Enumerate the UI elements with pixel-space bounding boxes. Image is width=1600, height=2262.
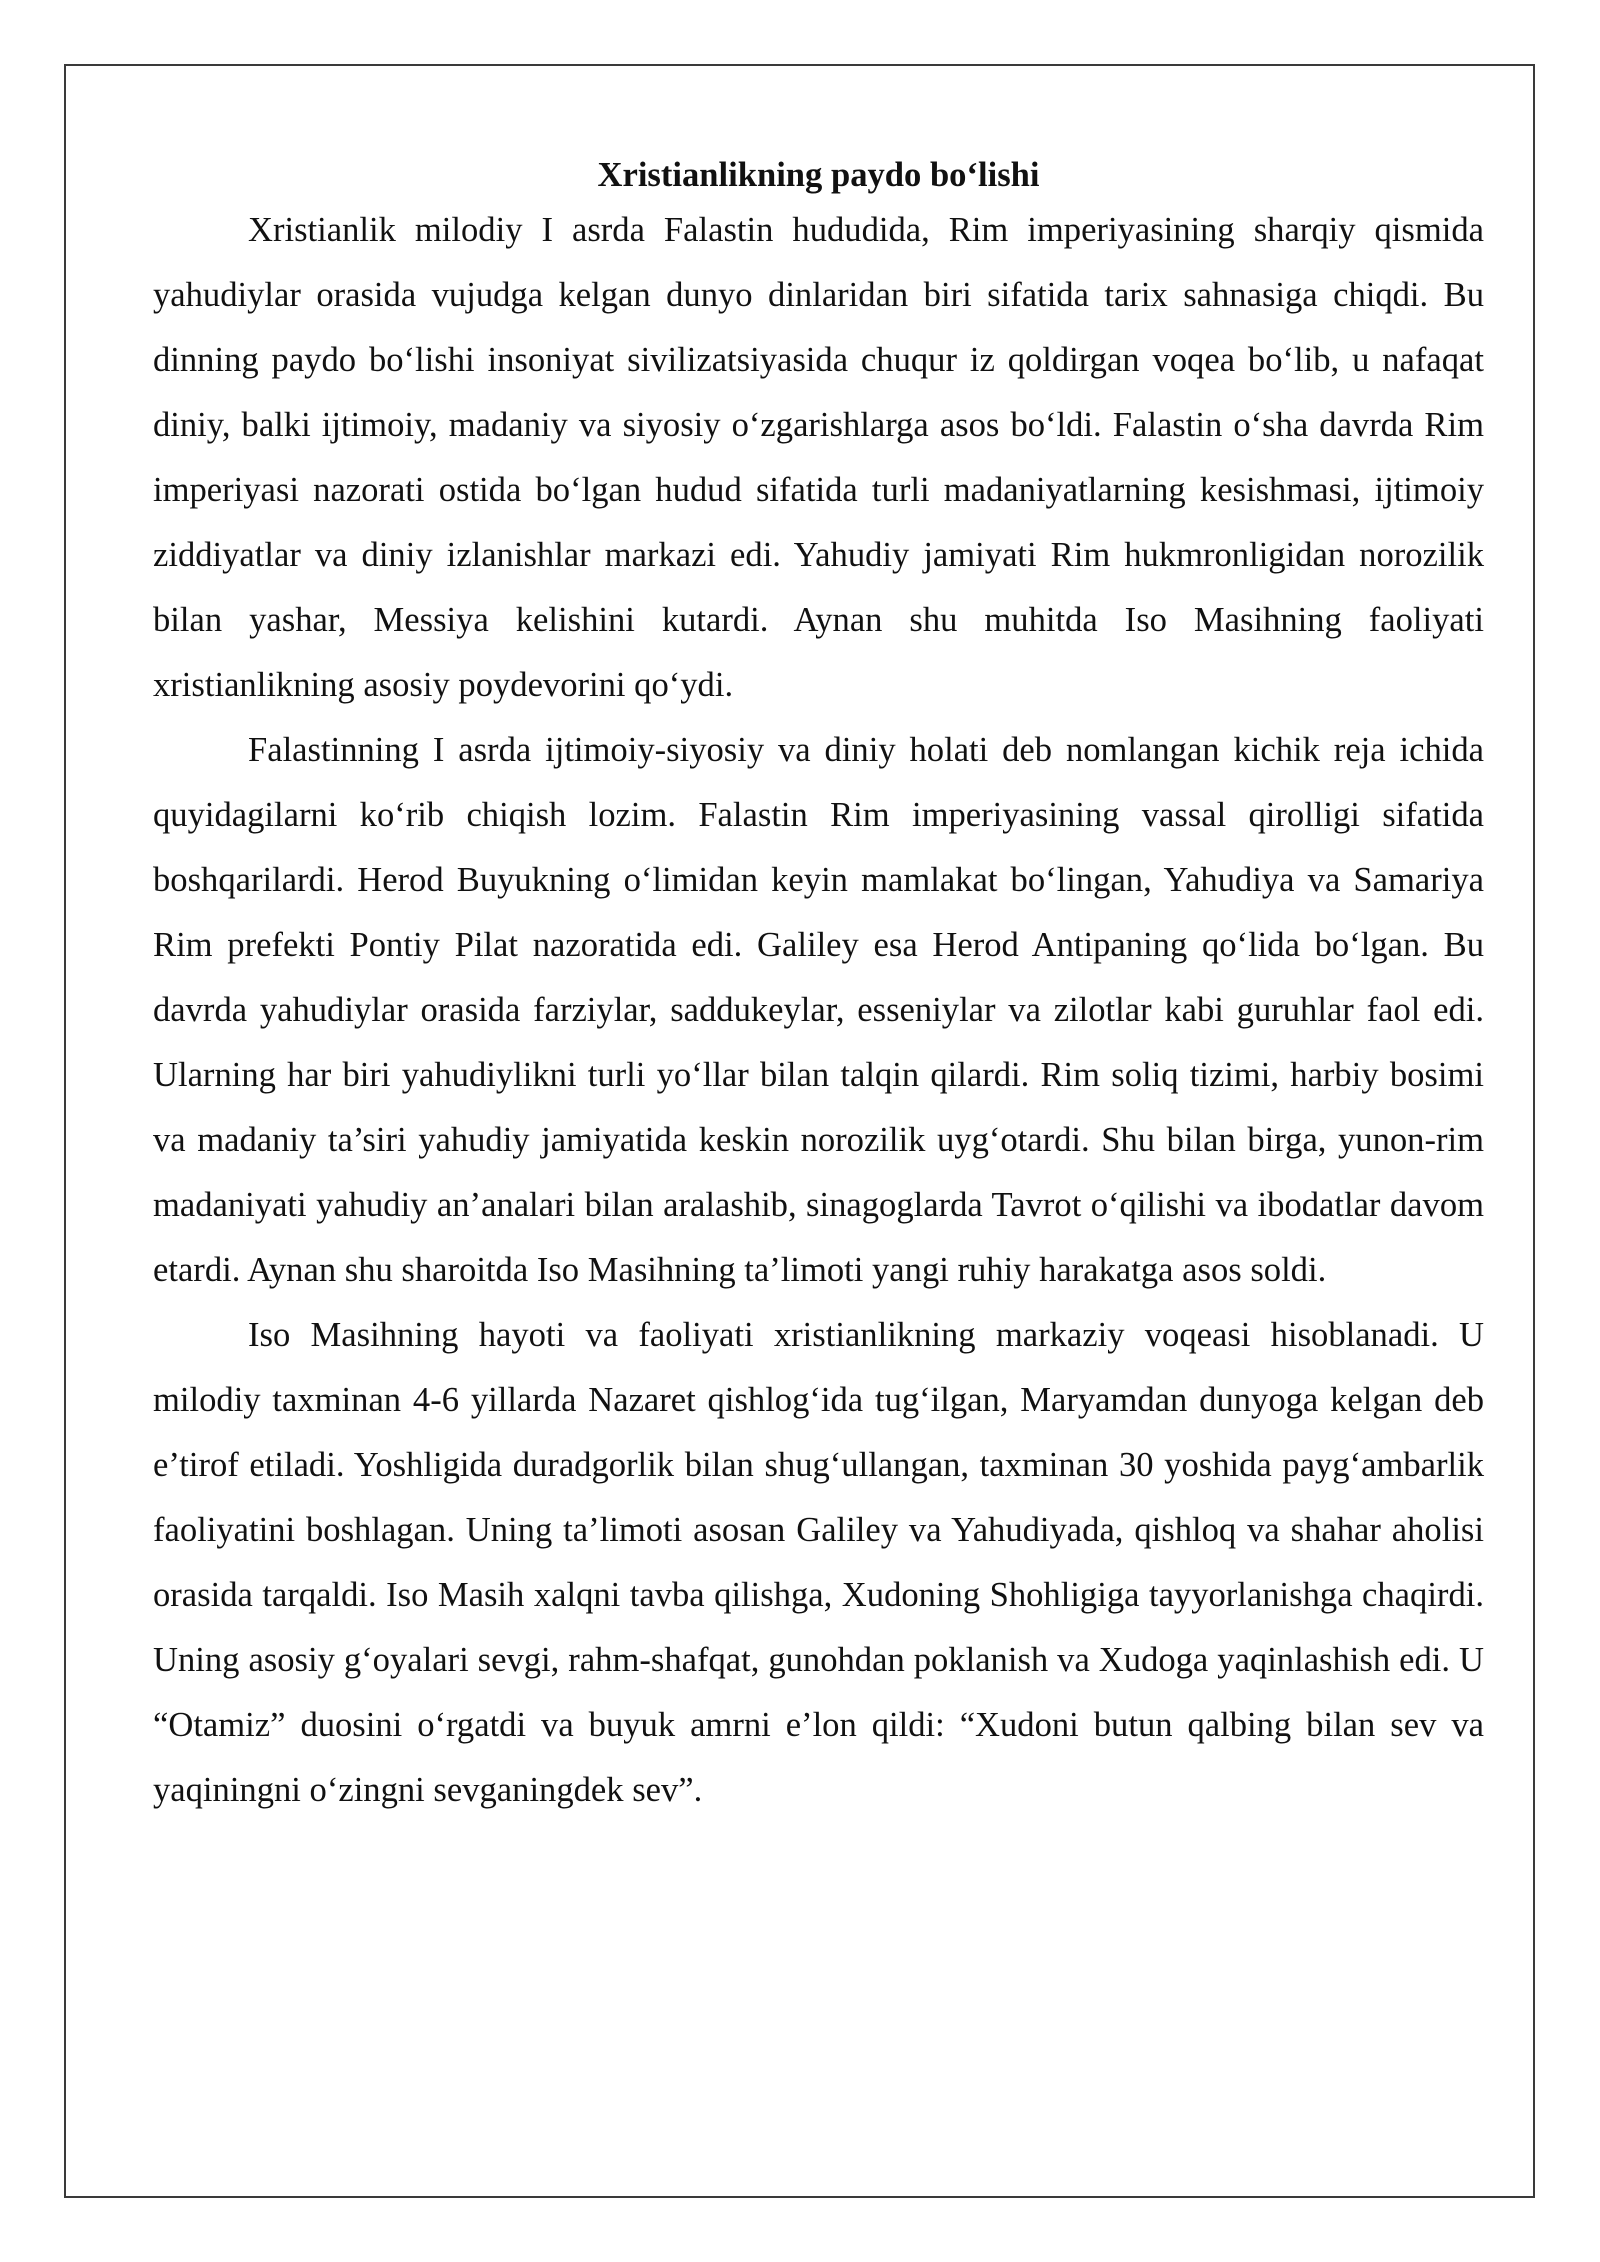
paragraph-2: Falastinning I asrda ijtimoiy-siyosiy va diniy holati deb nomlangan kichik reja ichida quyidagilarni ko‘rib chiqish lozim. Falastin Rim imperiyasining vassal qirolligi sifatida boshqarilardi. Herod Buyukning o‘limidan keyin mamlakat bo‘lingan, Yahudiya va Samariya Rim prefekti Pontiy Pilat nazoratida edi. Galiley esa Herod Antipaning qo‘lida bo‘lgan. Bu davrda yahudiylar orasida farziylar, saddukeylar, esseniylar va zilotlar kabi guruhlar faol edi. Ularning har biri yahudiylikni turli yo‘llar bilan talqin qilardi. Rim soliq tizimi, harbiy bosimi va madaniy ta’siri yahudiy jamiyatida keskin norozilik uyg‘otardi. Shu bilan birga, yunon-rim madaniyati yahudiy an’analari bilan aralashib, sinagoglarda Tavrot o‘qilishi va ibodatlar davom etardi. Aynan shu sharoitda Iso Masihning ta’limoti yangi ruhiy harakatga asos soldi. — [153, 731, 1484, 1289]
paragraph-1: Xristianlik milodiy I asrda Falastin hududida, Rim imperiyasining sharqiy qismida yahudiylar orasida vujudga kelgan dunyo dinlaridan biri sifatida tarix sahnasiga chiqdi. Bu dinning paydo bo‘lishi insoniyat sivilizatsiyasida chuqur iz qoldirgan voqea bo‘lib, u nafaqat diniy, balki ijtimoiy, madaniy va siyosiy o‘zgarishlarga asos bo‘ldi. Falastin o‘sha davrda Rim imperiyasi nazorati ostida bo‘lgan hudud sifatida turli madaniyatlarning kesishmasi, ijtimoiy ziddiyatlar va diniy izlanishlar markazi edi. Yahudiy jamiyati Rim hukmronligidan norozilik bilan yashar, Messiya kelishini kutardi. Aynan shu muhitda Iso Masihning faoliyati xristianlikning asosiy poydevorini qo‘ydi. — [153, 211, 1484, 704]
document-title: Xristianlikning paydo bo‘lishi — [597, 156, 1040, 194]
paragraph-3: Iso Masihning hayoti va faoliyati xristianlikning markaziy voqeasi hisoblanadi. U milodiy taxminan 4-6 yillarda Nazaret qishlog‘ida tug‘ilgan, Maryamdan dunyoga kelgan deb e’tirof etiladi. Yoshligida duradgorlik bilan shug‘ullangan, taxminan 30 yoshida payg‘ambarlik faoliyatini boshlagan. Uning ta’limoti asosan Galiley va Yahudiyada, qishloq va shahar aholisi orasida tarqaldi. Iso Masih xalqni tavba qilishga, Xudoning Shohligiga tayyorlanishga chaqirdi. Uning asosiy g‘oyalari sevgi, rahm-shafqat, gunohdan poklanish va Xudoga yaqinlashish edi. U “Otamiz” duosini o‘rgatdi va buyuk amrni e’lon qildi: “Xudoni butun qalbing bilan sev va yaqiningni o‘zingni sevganingdek sev”. — [153, 1316, 1484, 1809]
document-body — [153, 152, 1484, 1823]
